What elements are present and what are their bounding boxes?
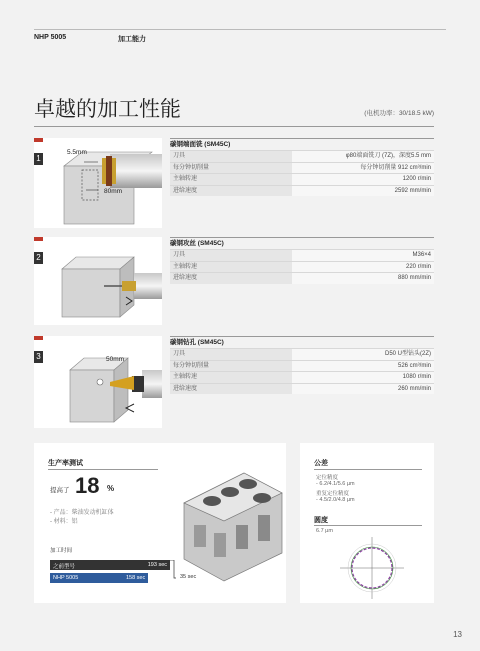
tolerance-panel [300, 443, 434, 603]
power-note: (电机功率：30/18.5 kW) [364, 110, 434, 117]
table-row [170, 383, 434, 395]
increase-label: 提高了 [50, 487, 70, 494]
operation-1-image [34, 138, 162, 228]
drilling-illustration [34, 336, 162, 428]
positioning-label: 定位精度 [316, 475, 339, 481]
row-value: D50 U型钻头(2Z) [292, 349, 434, 360]
table-row [170, 261, 434, 273]
roundness-value: 6.7 µm [316, 528, 333, 534]
row-value: 每分钟切削量 912 cm³/min [292, 163, 434, 174]
width-label: 80mm [104, 188, 123, 195]
row-key: 进给速度 [170, 384, 292, 395]
machining-time-label: 加工时间 [50, 548, 73, 554]
increase-value: 18 [75, 473, 100, 498]
operation-2-table [170, 237, 434, 284]
productivity-title: 生产率测试 [48, 460, 83, 467]
bar-name: 之前型号 [53, 564, 76, 570]
repeatability-value: - 4.5/2.0/4.8 µm [316, 497, 355, 503]
operation-1-table [170, 138, 434, 196]
row-value: 2592 mm/min [292, 186, 434, 197]
header-rule [34, 29, 446, 30]
row-value: 1080 r/min [292, 372, 434, 383]
row-key: 进给速度 [170, 273, 292, 284]
number-accent [34, 237, 43, 241]
depth-label: 5.5mm [67, 149, 87, 156]
table-row [170, 249, 434, 261]
row-key: 每分钟切削量 [170, 163, 292, 174]
operation-number: 3 [34, 351, 43, 363]
material-note: - 材料：铝 [50, 519, 78, 525]
table-row [170, 371, 434, 383]
table-row [170, 360, 434, 372]
row-key: 进给速度 [170, 186, 292, 197]
hole-diameter-label: 50mm [106, 356, 125, 363]
time-saved: 35 sec [180, 574, 197, 580]
operation-number: 2 [34, 252, 43, 264]
table-title: 碳钢端面铣 (SM45C) [170, 138, 434, 150]
bar-name: NHP 5005 [53, 575, 79, 581]
roundness-rule [314, 525, 422, 526]
table-row [170, 150, 434, 162]
tapping-illustration [34, 237, 162, 325]
row-value: 1200 r/min [292, 174, 434, 185]
table-title: 碳钢攻丝 (SM45C) [170, 237, 434, 249]
title-rule [34, 126, 434, 127]
bar-time: 193 sec [147, 562, 167, 568]
table-row [170, 348, 434, 360]
row-key: 每分钟切削量 [170, 361, 292, 372]
positioning-value: - 6.2/4.1/5.6 µm [316, 481, 355, 487]
row-value: 220 r/min [292, 262, 434, 273]
table-row [170, 162, 434, 174]
row-key: 主轴转速 [170, 174, 292, 185]
header-section: 加工能力 [118, 36, 146, 43]
table-row [170, 272, 434, 284]
bar-time: 158 sec [125, 575, 146, 581]
face-milling-illustration [34, 138, 162, 228]
tolerance-title: 公差 [314, 460, 328, 467]
header-model: NHP 5005 [34, 34, 67, 41]
row-value: 526 cm³/min [292, 361, 434, 372]
operation-3-table [170, 336, 434, 394]
engine-block-image [174, 463, 286, 583]
operation-3-image [34, 336, 162, 428]
row-key: 主轴转速 [170, 372, 292, 383]
row-key: 刀具 [170, 349, 292, 360]
row-key: 刀具 [170, 151, 292, 162]
row-value: φ80端面铣刀 (7Z)，深度5.5 mm [292, 151, 434, 162]
productivity-rule [48, 469, 158, 470]
row-key: 主轴转速 [170, 262, 292, 273]
repeatability-label: 重复定位精度 [316, 491, 350, 497]
number-accent [34, 138, 43, 142]
row-value: 880 mm/min [292, 273, 434, 284]
roundness-plot [338, 535, 406, 601]
table-row [170, 173, 434, 185]
row-value: 260 mm/min [292, 384, 434, 395]
operation-2-image [34, 237, 162, 325]
product-note: - 产品：柴油发动机缸体 [50, 510, 114, 516]
table-title: 碳钢钻孔 (SM45C) [170, 336, 434, 348]
row-key: 刀具 [170, 250, 292, 261]
page-number: 13 [453, 630, 462, 639]
increase-unit: % [107, 484, 115, 493]
page-title: 卓越的加工性能 [34, 98, 181, 121]
nhp5005-bar [50, 573, 148, 583]
roundness-title: 圆度 [314, 517, 328, 524]
row-value: M36×4 [292, 250, 434, 261]
operation-number: 1 [34, 153, 43, 165]
table-row [170, 185, 434, 197]
number-accent [34, 336, 43, 340]
productivity-panel [34, 443, 286, 603]
tolerance-rule [314, 469, 422, 470]
